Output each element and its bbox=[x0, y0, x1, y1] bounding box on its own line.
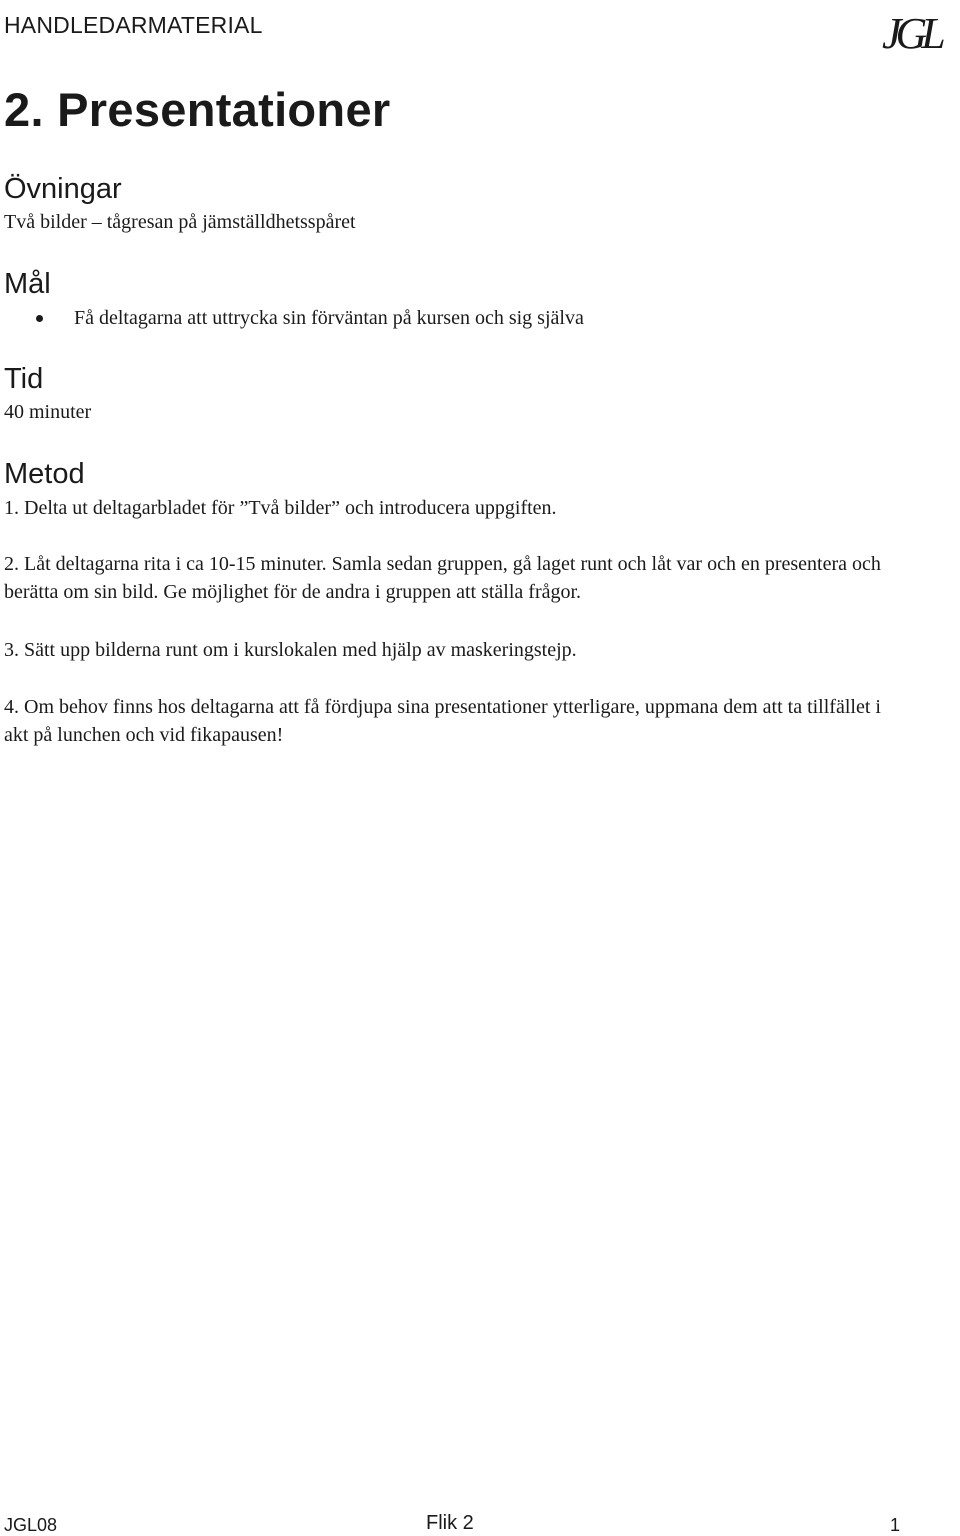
footer-page-number: 1 bbox=[890, 1515, 901, 1535]
ovningar-text: Två bilder – tågresan på jämställdhetsspåret bbox=[4, 211, 356, 233]
header-label: HANDLEDARMATERIAL bbox=[4, 12, 263, 38]
page-title: 2. Presentationer bbox=[4, 83, 391, 136]
svg-text:JGL: JGL bbox=[882, 9, 940, 58]
metod-step-1: 1. Delta ut deltagarbladet för ”Två bilder” och introducera uppgiften. bbox=[4, 497, 557, 519]
bullet-icon bbox=[36, 315, 43, 322]
metod-heading: Metod bbox=[4, 458, 85, 490]
footer-left: JGL08 bbox=[4, 1515, 58, 1535]
mal-bullet-text: Få deltagarna att uttrycka sin förväntan på kursen och sig själva bbox=[74, 307, 584, 329]
tid-heading: Tid bbox=[4, 363, 44, 395]
footer-center: Flik 2 bbox=[426, 1512, 474, 1534]
mal-heading: Mål bbox=[4, 268, 51, 300]
metod-step-4: 4. Om behov finns hos deltagarna att få fördjupa sina presentationer ytterligare, uppmana dem att ta tillfället i akt på lunchen och vid fikapausen! bbox=[4, 696, 881, 746]
tid-text: 40 minuter bbox=[4, 401, 92, 423]
metod-step-2: 2. Låt deltagarna rita i ca 10-15 minuter. Samla sedan gruppen, gå laget runt och låt var och en presentera och berätta om sin bild. Ge möjlighet för de andra i gruppen att ställa frågor. bbox=[4, 553, 881, 603]
metod-step-3: 3. Sätt upp bilderna runt om i kurslokalen med hjälp av maskeringstejp. bbox=[4, 639, 577, 661]
jgl-logo bbox=[880, 4, 958, 64]
ovningar-heading: Övningar bbox=[4, 173, 122, 205]
